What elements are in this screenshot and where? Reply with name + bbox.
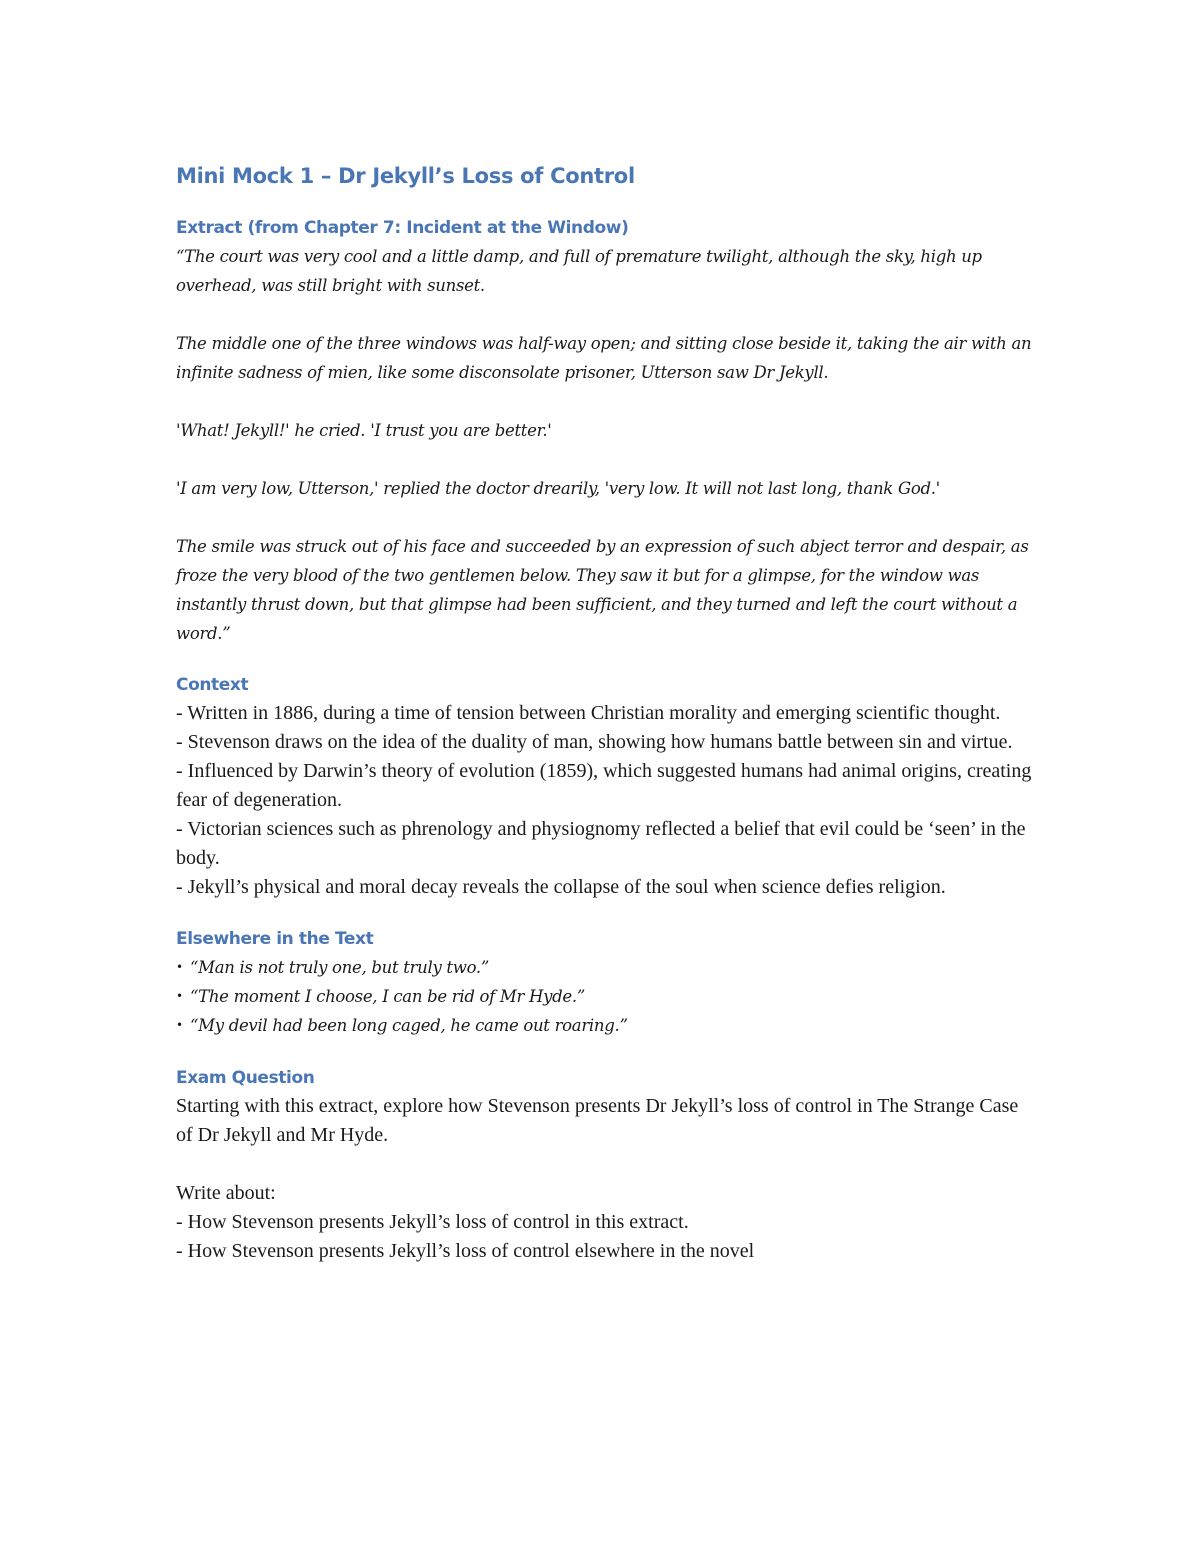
exam-heading: Exam Question — [176, 1068, 315, 1088]
quote-text: “Man is not truly one, but truly two.” — [190, 958, 489, 977]
exam-task: - How Stevenson presents Jekyll’s loss of control in this extract. — [176, 1211, 689, 1233]
exam-question: Starting with this extract, explore how Stevenson presents Dr Jekyll’s loss of control in The Strange Case of Dr Jekyll and Mr Hyde. — [176, 1095, 1019, 1146]
exam-task: - How Stevenson presents Jekyll’s loss of control elsewhere in the novel — [176, 1240, 755, 1262]
context-heading: Context — [176, 675, 249, 695]
extract-heading: Extract (from Chapter 7: Incident at the Window) — [176, 218, 629, 238]
list-item — [176, 953, 1036, 982]
quote-text: “The moment I choose, I can be rid of Mr Hyde.” — [190, 987, 585, 1006]
paragraph-spacer — [176, 1150, 1036, 1179]
bullet-icon: • — [176, 989, 183, 1003]
elsewhere-heading: Elsewhere in the Text — [176, 929, 374, 949]
extract-paragraph: The middle one of the three windows was half-way open; and sitting close beside it, taking the air with an infinite sadness of mien, like some disconsolate prisoner, Utterson saw Dr Jekyll. — [176, 334, 1032, 382]
context-point: - Stevenson draws on the idea of the duality of man, showing how humans battle between sin and virtue. — [176, 731, 1013, 753]
extract-paragraph: “The court was very cool and a little damp, and full of premature twilight, although the sky, high up overhead, was still bright with sunset. — [176, 247, 982, 295]
context-list — [176, 699, 1036, 902]
extract-paragraph: 'I am very low, Utterson,' replied the doctor drearily, 'very low. It will not last long, thank God.' — [176, 479, 940, 498]
elsewhere-quote-list — [176, 953, 1036, 1040]
bullet-icon: • — [176, 1018, 183, 1032]
extract-paragraph: The smile was struck out of his face and succeeded by an expression of such abject terror and despair, as froze the very blood of the two gentlemen below. They saw it but for a glimpse, for the window was instantly thrust down, but that glimpse had been sufficient, and they turned and left the court without a word.” — [176, 537, 1029, 643]
bullet-icon: • — [176, 960, 183, 974]
quote-text: “My devil had been long caged, he came out roaring.” — [190, 1016, 628, 1035]
list-item — [176, 1011, 1036, 1040]
write-about-label: Write about: — [176, 1182, 276, 1204]
extract-paragraph: 'What! Jekyll!' he cried. 'I trust you are better.' — [176, 421, 552, 440]
page-title: Mini Mock 1 – Dr Jekyll’s Loss of Control — [176, 164, 635, 188]
context-point: - Influenced by Darwin’s theory of evolution (1859), which suggested humans had animal origins, creating fear of degeneration. — [176, 760, 1032, 811]
list-item — [176, 982, 1036, 1011]
document-page — [176, 158, 1036, 1266]
context-point: - Victorian sciences such as phrenology and physiognomy reflected a belief that evil could be ‘seen’ in the body. — [176, 818, 1026, 869]
extract-body — [176, 242, 1036, 648]
context-point: - Written in 1886, during a time of tension between Christian morality and emerging scientific thought. — [176, 702, 1001, 724]
context-point: - Jekyll’s physical and moral decay reveals the collapse of the soul when science defies religion. — [176, 876, 946, 898]
